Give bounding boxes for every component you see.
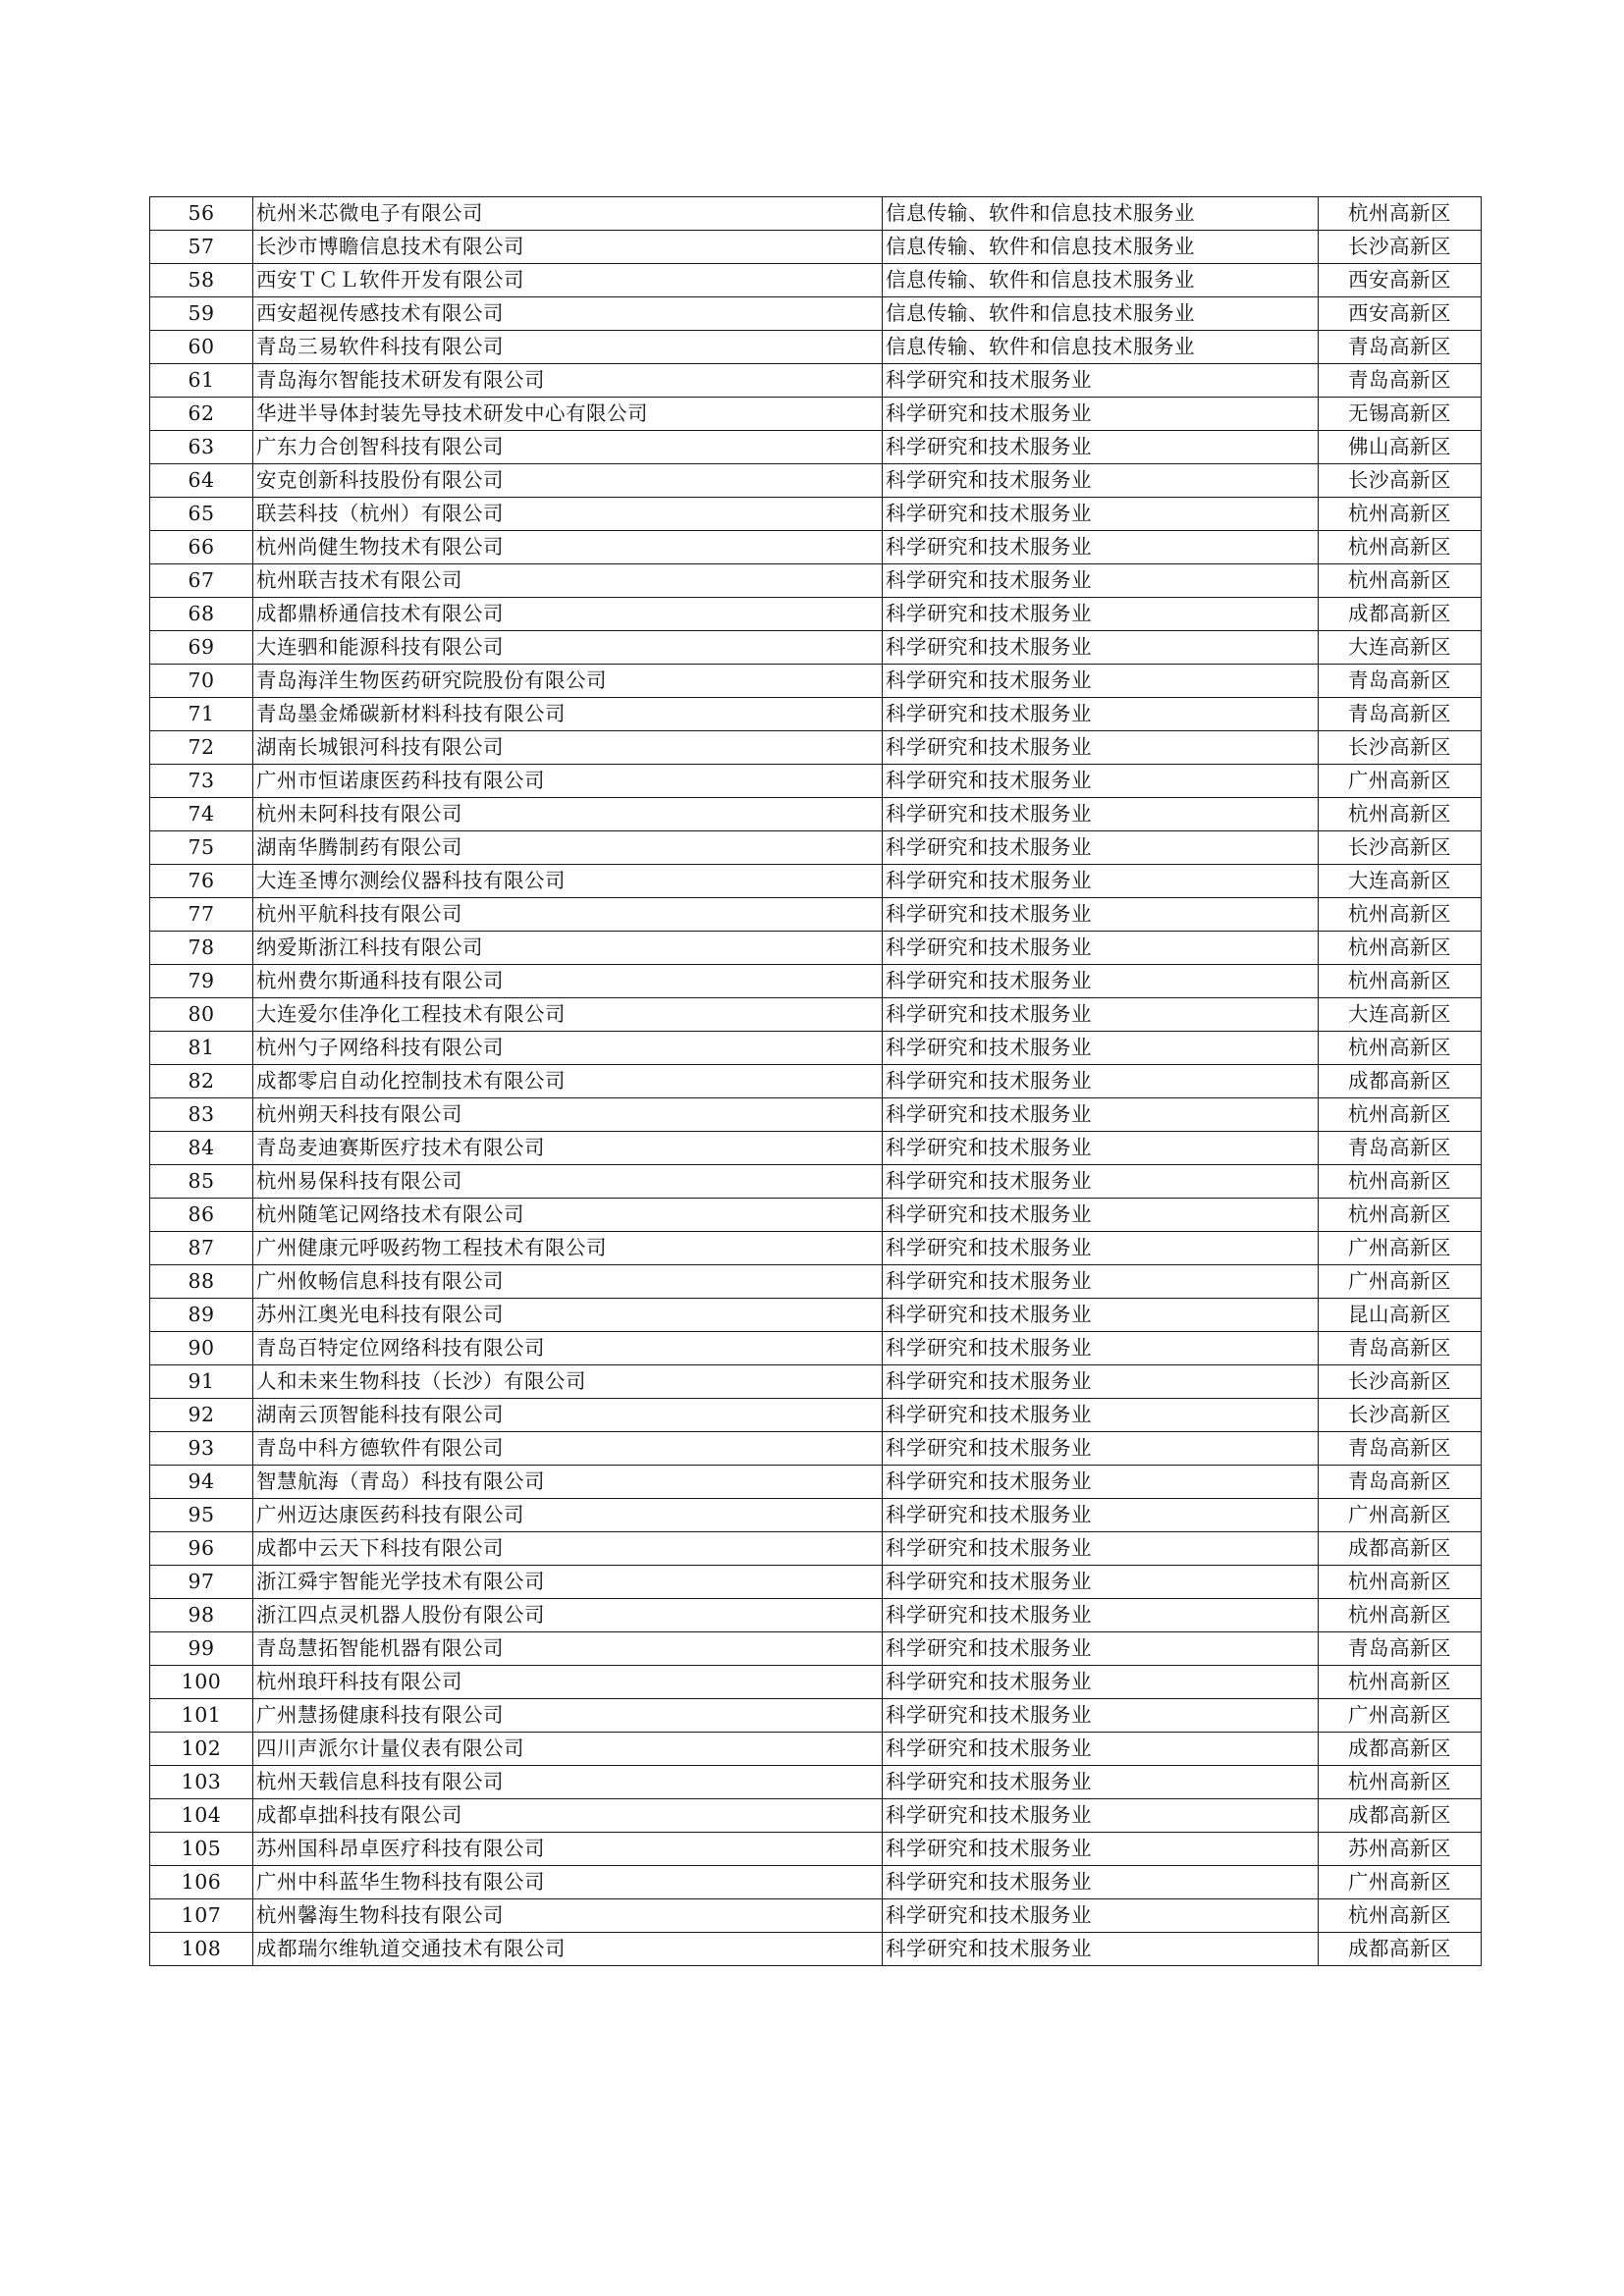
hitech-zone: 杭州高新区 bbox=[1319, 1032, 1482, 1065]
row-number: 84 bbox=[150, 1132, 253, 1165]
row-number: 97 bbox=[150, 1566, 253, 1599]
row-number: 74 bbox=[150, 798, 253, 831]
company-name: 成都鼎桥通信技术有限公司 bbox=[253, 598, 883, 631]
row-number: 64 bbox=[150, 464, 253, 498]
industry-category: 信息传输、软件和信息技术服务业 bbox=[883, 231, 1319, 264]
company-name: 四川声派尔计量仪表有限公司 bbox=[253, 1733, 883, 1766]
company-name: 杭州未阿科技有限公司 bbox=[253, 798, 883, 831]
table-row bbox=[150, 331, 1482, 364]
hitech-zone: 大连高新区 bbox=[1319, 631, 1482, 665]
industry-category: 科学研究和技术服务业 bbox=[883, 1733, 1319, 1766]
industry-category: 科学研究和技术服务业 bbox=[883, 1899, 1319, 1933]
row-number: 99 bbox=[150, 1632, 253, 1666]
row-number: 91 bbox=[150, 1365, 253, 1399]
industry-category: 科学研究和技术服务业 bbox=[883, 1132, 1319, 1165]
hitech-zone: 成都高新区 bbox=[1319, 1532, 1482, 1566]
company-name: 青岛三易软件科技有限公司 bbox=[253, 331, 883, 364]
company-name: 大连爱尔佳净化工程技术有限公司 bbox=[253, 998, 883, 1032]
hitech-zone: 大连高新区 bbox=[1319, 865, 1482, 898]
hitech-zone: 无锡高新区 bbox=[1319, 398, 1482, 431]
hitech-zone: 杭州高新区 bbox=[1319, 1098, 1482, 1132]
industry-category: 信息传输、软件和信息技术服务业 bbox=[883, 264, 1319, 297]
table-row bbox=[150, 865, 1482, 898]
table-row bbox=[150, 1466, 1482, 1499]
industry-category: 科学研究和技术服务业 bbox=[883, 431, 1319, 464]
row-number: 108 bbox=[150, 1933, 253, 1966]
row-number: 92 bbox=[150, 1399, 253, 1432]
company-name: 青岛百特定位网络科技有限公司 bbox=[253, 1332, 883, 1365]
industry-category: 科学研究和技术服务业 bbox=[883, 865, 1319, 898]
hitech-zone: 长沙高新区 bbox=[1319, 464, 1482, 498]
table-row bbox=[150, 731, 1482, 765]
hitech-zone: 青岛高新区 bbox=[1319, 1332, 1482, 1365]
row-number: 105 bbox=[150, 1833, 253, 1866]
table-row bbox=[150, 1699, 1482, 1733]
industry-category: 科学研究和技术服务业 bbox=[883, 1766, 1319, 1799]
industry-category: 科学研究和技术服务业 bbox=[883, 1933, 1319, 1966]
table-row bbox=[150, 665, 1482, 698]
table-row bbox=[150, 531, 1482, 564]
industry-category: 科学研究和技术服务业 bbox=[883, 1499, 1319, 1532]
hitech-zone: 青岛高新区 bbox=[1319, 1432, 1482, 1466]
company-name: 杭州易保科技有限公司 bbox=[253, 1165, 883, 1199]
company-name: 浙江舜宇智能光学技术有限公司 bbox=[253, 1566, 883, 1599]
table-row bbox=[150, 1199, 1482, 1232]
company-name: 西安超视传感技术有限公司 bbox=[253, 297, 883, 331]
hitech-zone: 长沙高新区 bbox=[1319, 1399, 1482, 1432]
row-number: 76 bbox=[150, 865, 253, 898]
company-name: 青岛海洋生物医药研究院股份有限公司 bbox=[253, 665, 883, 698]
company-name: 大连圣博尔测绘仪器科技有限公司 bbox=[253, 865, 883, 898]
hitech-zone: 杭州高新区 bbox=[1319, 798, 1482, 831]
company-name: 西安ＴＣＬ软件开发有限公司 bbox=[253, 264, 883, 297]
company-name: 杭州平航科技有限公司 bbox=[253, 898, 883, 932]
hitech-zone: 杭州高新区 bbox=[1319, 197, 1482, 231]
row-number: 60 bbox=[150, 331, 253, 364]
company-name: 智慧航海（青岛）科技有限公司 bbox=[253, 1466, 883, 1499]
table-row bbox=[150, 1132, 1482, 1165]
row-number: 63 bbox=[150, 431, 253, 464]
industry-category: 科学研究和技术服务业 bbox=[883, 1232, 1319, 1265]
enterprise-table bbox=[149, 196, 1482, 1966]
industry-category: 科学研究和技术服务业 bbox=[883, 1399, 1319, 1432]
table-row bbox=[150, 1632, 1482, 1666]
table-row bbox=[150, 1833, 1482, 1866]
company-name: 苏州国科昂卓医疗科技有限公司 bbox=[253, 1833, 883, 1866]
table-row bbox=[150, 932, 1482, 965]
company-name: 人和未来生物科技（长沙）有限公司 bbox=[253, 1365, 883, 1399]
table-row bbox=[150, 498, 1482, 531]
company-name: 华进半导体封装先导技术研发中心有限公司 bbox=[253, 398, 883, 431]
hitech-zone: 杭州高新区 bbox=[1319, 531, 1482, 564]
row-number: 102 bbox=[150, 1733, 253, 1766]
row-number: 57 bbox=[150, 231, 253, 264]
hitech-zone: 广州高新区 bbox=[1319, 1499, 1482, 1532]
hitech-zone: 青岛高新区 bbox=[1319, 1632, 1482, 1666]
row-number: 70 bbox=[150, 665, 253, 698]
table-row bbox=[150, 1666, 1482, 1699]
hitech-zone: 成都高新区 bbox=[1319, 1733, 1482, 1766]
table-row bbox=[150, 1432, 1482, 1466]
row-number: 104 bbox=[150, 1799, 253, 1833]
company-name: 广州迈达康医药科技有限公司 bbox=[253, 1499, 883, 1532]
row-number: 95 bbox=[150, 1499, 253, 1532]
hitech-zone: 青岛高新区 bbox=[1319, 1466, 1482, 1499]
row-number: 77 bbox=[150, 898, 253, 932]
table-row bbox=[150, 1032, 1482, 1065]
company-name: 青岛慧拓智能机器有限公司 bbox=[253, 1632, 883, 1666]
table-row bbox=[150, 1065, 1482, 1098]
industry-category: 科学研究和技术服务业 bbox=[883, 564, 1319, 598]
industry-category: 科学研究和技术服务业 bbox=[883, 1332, 1319, 1365]
industry-category: 科学研究和技术服务业 bbox=[883, 698, 1319, 731]
company-name: 湖南长城银河科技有限公司 bbox=[253, 731, 883, 765]
industry-category: 科学研究和技术服务业 bbox=[883, 731, 1319, 765]
industry-category: 科学研究和技术服务业 bbox=[883, 1265, 1319, 1299]
hitech-zone: 青岛高新区 bbox=[1319, 698, 1482, 731]
table-row bbox=[150, 1098, 1482, 1132]
table-row bbox=[150, 297, 1482, 331]
company-name: 纳爱斯浙江科技有限公司 bbox=[253, 932, 883, 965]
hitech-zone: 杭州高新区 bbox=[1319, 1766, 1482, 1799]
hitech-zone: 广州高新区 bbox=[1319, 1265, 1482, 1299]
industry-category: 科学研究和技术服务业 bbox=[883, 1632, 1319, 1666]
hitech-zone: 长沙高新区 bbox=[1319, 731, 1482, 765]
industry-category: 科学研究和技术服务业 bbox=[883, 1365, 1319, 1399]
hitech-zone: 杭州高新区 bbox=[1319, 1566, 1482, 1599]
hitech-zone: 青岛高新区 bbox=[1319, 1132, 1482, 1165]
industry-category: 科学研究和技术服务业 bbox=[883, 598, 1319, 631]
row-number: 107 bbox=[150, 1899, 253, 1933]
table-row bbox=[150, 1599, 1482, 1632]
industry-category: 科学研究和技术服务业 bbox=[883, 1666, 1319, 1699]
industry-category: 科学研究和技术服务业 bbox=[883, 1098, 1319, 1132]
company-name: 广东力合创智科技有限公司 bbox=[253, 431, 883, 464]
industry-category: 科学研究和技术服务业 bbox=[883, 831, 1319, 865]
table-row bbox=[150, 431, 1482, 464]
hitech-zone: 杭州高新区 bbox=[1319, 1666, 1482, 1699]
row-number: 93 bbox=[150, 1432, 253, 1466]
row-number: 61 bbox=[150, 364, 253, 398]
table-row bbox=[150, 1332, 1482, 1365]
company-name: 杭州天载信息科技有限公司 bbox=[253, 1766, 883, 1799]
table-row bbox=[150, 998, 1482, 1032]
industry-category: 科学研究和技术服务业 bbox=[883, 765, 1319, 798]
row-number: 56 bbox=[150, 197, 253, 231]
table-row bbox=[150, 698, 1482, 731]
hitech-zone: 广州高新区 bbox=[1319, 1232, 1482, 1265]
company-name: 杭州勺子网络科技有限公司 bbox=[253, 1032, 883, 1065]
company-name: 青岛麦迪赛斯医疗技术有限公司 bbox=[253, 1132, 883, 1165]
table-row bbox=[150, 1232, 1482, 1265]
hitech-zone: 杭州高新区 bbox=[1319, 932, 1482, 965]
table-row bbox=[150, 1299, 1482, 1332]
hitech-zone: 长沙高新区 bbox=[1319, 1365, 1482, 1399]
table-row bbox=[150, 564, 1482, 598]
company-name: 杭州联吉技术有限公司 bbox=[253, 564, 883, 598]
hitech-zone: 成都高新区 bbox=[1319, 1933, 1482, 1966]
industry-category: 科学研究和技术服务业 bbox=[883, 898, 1319, 932]
company-name: 青岛中科方德软件有限公司 bbox=[253, 1432, 883, 1466]
company-name: 广州攸畅信息科技有限公司 bbox=[253, 1265, 883, 1299]
company-name: 青岛墨金烯碳新材料科技有限公司 bbox=[253, 698, 883, 731]
hitech-zone: 广州高新区 bbox=[1319, 1699, 1482, 1733]
row-number: 71 bbox=[150, 698, 253, 731]
industry-category: 科学研究和技术服务业 bbox=[883, 1032, 1319, 1065]
industry-category: 科学研究和技术服务业 bbox=[883, 998, 1319, 1032]
industry-category: 科学研究和技术服务业 bbox=[883, 932, 1319, 965]
company-name: 成都卓拙科技有限公司 bbox=[253, 1799, 883, 1833]
table-row bbox=[150, 598, 1482, 631]
industry-category: 科学研究和技术服务业 bbox=[883, 1466, 1319, 1499]
row-number: 90 bbox=[150, 1332, 253, 1365]
industry-category: 科学研究和技术服务业 bbox=[883, 1299, 1319, 1332]
table-row bbox=[150, 1933, 1482, 1966]
row-number: 81 bbox=[150, 1032, 253, 1065]
hitech-zone: 昆山高新区 bbox=[1319, 1299, 1482, 1332]
table-row bbox=[150, 197, 1482, 231]
industry-category: 科学研究和技术服务业 bbox=[883, 1599, 1319, 1632]
industry-category: 科学研究和技术服务业 bbox=[883, 665, 1319, 698]
row-number: 82 bbox=[150, 1065, 253, 1098]
row-number: 59 bbox=[150, 297, 253, 331]
row-number: 98 bbox=[150, 1599, 253, 1632]
company-name: 广州慧扬健康科技有限公司 bbox=[253, 1699, 883, 1733]
table-row bbox=[150, 231, 1482, 264]
table-row bbox=[150, 464, 1482, 498]
industry-category: 科学研究和技术服务业 bbox=[883, 1866, 1319, 1899]
hitech-zone: 成都高新区 bbox=[1319, 1799, 1482, 1833]
industry-category: 信息传输、软件和信息技术服务业 bbox=[883, 297, 1319, 331]
row-number: 101 bbox=[150, 1699, 253, 1733]
hitech-zone: 长沙高新区 bbox=[1319, 231, 1482, 264]
company-name: 安克创新科技股份有限公司 bbox=[253, 464, 883, 498]
hitech-zone: 青岛高新区 bbox=[1319, 331, 1482, 364]
row-number: 58 bbox=[150, 264, 253, 297]
row-number: 100 bbox=[150, 1666, 253, 1699]
row-number: 72 bbox=[150, 731, 253, 765]
row-number: 67 bbox=[150, 564, 253, 598]
table-row bbox=[150, 1265, 1482, 1299]
company-name: 大连驷和能源科技有限公司 bbox=[253, 631, 883, 665]
row-number: 94 bbox=[150, 1466, 253, 1499]
industry-category: 科学研究和技术服务业 bbox=[883, 1799, 1319, 1833]
hitech-zone: 杭州高新区 bbox=[1319, 564, 1482, 598]
table-row bbox=[150, 1365, 1482, 1399]
industry-category: 科学研究和技术服务业 bbox=[883, 1165, 1319, 1199]
row-number: 69 bbox=[150, 631, 253, 665]
company-name: 长沙市博瞻信息技术有限公司 bbox=[253, 231, 883, 264]
row-number: 65 bbox=[150, 498, 253, 531]
table-row bbox=[150, 1799, 1482, 1833]
company-name: 成都瑞尔维轨道交通技术有限公司 bbox=[253, 1933, 883, 1966]
hitech-zone: 成都高新区 bbox=[1319, 598, 1482, 631]
row-number: 106 bbox=[150, 1866, 253, 1899]
hitech-zone: 杭州高新区 bbox=[1319, 1899, 1482, 1933]
industry-category: 科学研究和技术服务业 bbox=[883, 531, 1319, 564]
table-row bbox=[150, 898, 1482, 932]
industry-category: 科学研究和技术服务业 bbox=[883, 398, 1319, 431]
table-row bbox=[150, 364, 1482, 398]
hitech-zone: 广州高新区 bbox=[1319, 1866, 1482, 1899]
table-row bbox=[150, 1566, 1482, 1599]
hitech-zone: 青岛高新区 bbox=[1319, 364, 1482, 398]
table-row bbox=[150, 264, 1482, 297]
company-name: 杭州费尔斯通科技有限公司 bbox=[253, 965, 883, 998]
hitech-zone: 杭州高新区 bbox=[1319, 1199, 1482, 1232]
hitech-zone: 成都高新区 bbox=[1319, 1065, 1482, 1098]
enterprise-table-body bbox=[150, 197, 1482, 1966]
table-row bbox=[150, 965, 1482, 998]
company-name: 广州中科蓝华生物科技有限公司 bbox=[253, 1866, 883, 1899]
table-row bbox=[150, 631, 1482, 665]
row-number: 79 bbox=[150, 965, 253, 998]
row-number: 96 bbox=[150, 1532, 253, 1566]
industry-category: 科学研究和技术服务业 bbox=[883, 631, 1319, 665]
table-row bbox=[150, 831, 1482, 865]
row-number: 78 bbox=[150, 932, 253, 965]
industry-category: 科学研究和技术服务业 bbox=[883, 364, 1319, 398]
row-number: 103 bbox=[150, 1766, 253, 1799]
row-number: 85 bbox=[150, 1165, 253, 1199]
industry-category: 科学研究和技术服务业 bbox=[883, 464, 1319, 498]
table-row bbox=[150, 1866, 1482, 1899]
hitech-zone: 杭州高新区 bbox=[1319, 898, 1482, 932]
industry-category: 科学研究和技术服务业 bbox=[883, 498, 1319, 531]
table-row bbox=[150, 1399, 1482, 1432]
company-name: 杭州随笔记网络技术有限公司 bbox=[253, 1199, 883, 1232]
company-name: 杭州琅玕科技有限公司 bbox=[253, 1666, 883, 1699]
row-number: 89 bbox=[150, 1299, 253, 1332]
table-row bbox=[150, 1165, 1482, 1199]
industry-category: 科学研究和技术服务业 bbox=[883, 1532, 1319, 1566]
table-row bbox=[150, 798, 1482, 831]
company-name: 浙江四点灵机器人股份有限公司 bbox=[253, 1599, 883, 1632]
hitech-zone: 杭州高新区 bbox=[1319, 1165, 1482, 1199]
industry-category: 科学研究和技术服务业 bbox=[883, 1432, 1319, 1466]
hitech-zone: 青岛高新区 bbox=[1319, 665, 1482, 698]
hitech-zone: 大连高新区 bbox=[1319, 998, 1482, 1032]
table-row bbox=[150, 1899, 1482, 1933]
table-row bbox=[150, 1766, 1482, 1799]
table-row bbox=[150, 1499, 1482, 1532]
hitech-zone: 杭州高新区 bbox=[1319, 1599, 1482, 1632]
company-name: 广州健康元呼吸药物工程技术有限公司 bbox=[253, 1232, 883, 1265]
hitech-zone: 西安高新区 bbox=[1319, 264, 1482, 297]
row-number: 87 bbox=[150, 1232, 253, 1265]
industry-category: 科学研究和技术服务业 bbox=[883, 798, 1319, 831]
company-name: 成都中云天下科技有限公司 bbox=[253, 1532, 883, 1566]
industry-category: 科学研究和技术服务业 bbox=[883, 1566, 1319, 1599]
hitech-zone: 苏州高新区 bbox=[1319, 1833, 1482, 1866]
industry-category: 信息传输、软件和信息技术服务业 bbox=[883, 331, 1319, 364]
row-number: 66 bbox=[150, 531, 253, 564]
hitech-zone: 广州高新区 bbox=[1319, 765, 1482, 798]
table-row bbox=[150, 1733, 1482, 1766]
industry-category: 科学研究和技术服务业 bbox=[883, 1065, 1319, 1098]
company-name: 联芸科技（杭州）有限公司 bbox=[253, 498, 883, 531]
table-row bbox=[150, 398, 1482, 431]
company-name: 青岛海尔智能技术研发有限公司 bbox=[253, 364, 883, 398]
row-number: 75 bbox=[150, 831, 253, 865]
row-number: 68 bbox=[150, 598, 253, 631]
industry-category: 科学研究和技术服务业 bbox=[883, 965, 1319, 998]
company-name: 杭州朔天科技有限公司 bbox=[253, 1098, 883, 1132]
industry-category: 信息传输、软件和信息技术服务业 bbox=[883, 197, 1319, 231]
hitech-zone: 佛山高新区 bbox=[1319, 431, 1482, 464]
row-number: 88 bbox=[150, 1265, 253, 1299]
company-name: 湖南华腾制药有限公司 bbox=[253, 831, 883, 865]
hitech-zone: 西安高新区 bbox=[1319, 297, 1482, 331]
company-name: 广州市恒诺康医药科技有限公司 bbox=[253, 765, 883, 798]
row-number: 83 bbox=[150, 1098, 253, 1132]
company-name: 杭州尚健生物技术有限公司 bbox=[253, 531, 883, 564]
industry-category: 科学研究和技术服务业 bbox=[883, 1199, 1319, 1232]
hitech-zone: 长沙高新区 bbox=[1319, 831, 1482, 865]
row-number: 73 bbox=[150, 765, 253, 798]
hitech-zone: 杭州高新区 bbox=[1319, 965, 1482, 998]
company-name: 杭州馨海生物科技有限公司 bbox=[253, 1899, 883, 1933]
row-number: 80 bbox=[150, 998, 253, 1032]
company-name: 苏州江奥光电科技有限公司 bbox=[253, 1299, 883, 1332]
company-name: 成都零启自动化控制技术有限公司 bbox=[253, 1065, 883, 1098]
company-name: 湖南云顶智能科技有限公司 bbox=[253, 1399, 883, 1432]
row-number: 62 bbox=[150, 398, 253, 431]
industry-category: 科学研究和技术服务业 bbox=[883, 1833, 1319, 1866]
hitech-zone: 杭州高新区 bbox=[1319, 498, 1482, 531]
row-number: 86 bbox=[150, 1199, 253, 1232]
company-name: 杭州米芯微电子有限公司 bbox=[253, 197, 883, 231]
table-row bbox=[150, 1532, 1482, 1566]
industry-category: 科学研究和技术服务业 bbox=[883, 1699, 1319, 1733]
table-row bbox=[150, 765, 1482, 798]
